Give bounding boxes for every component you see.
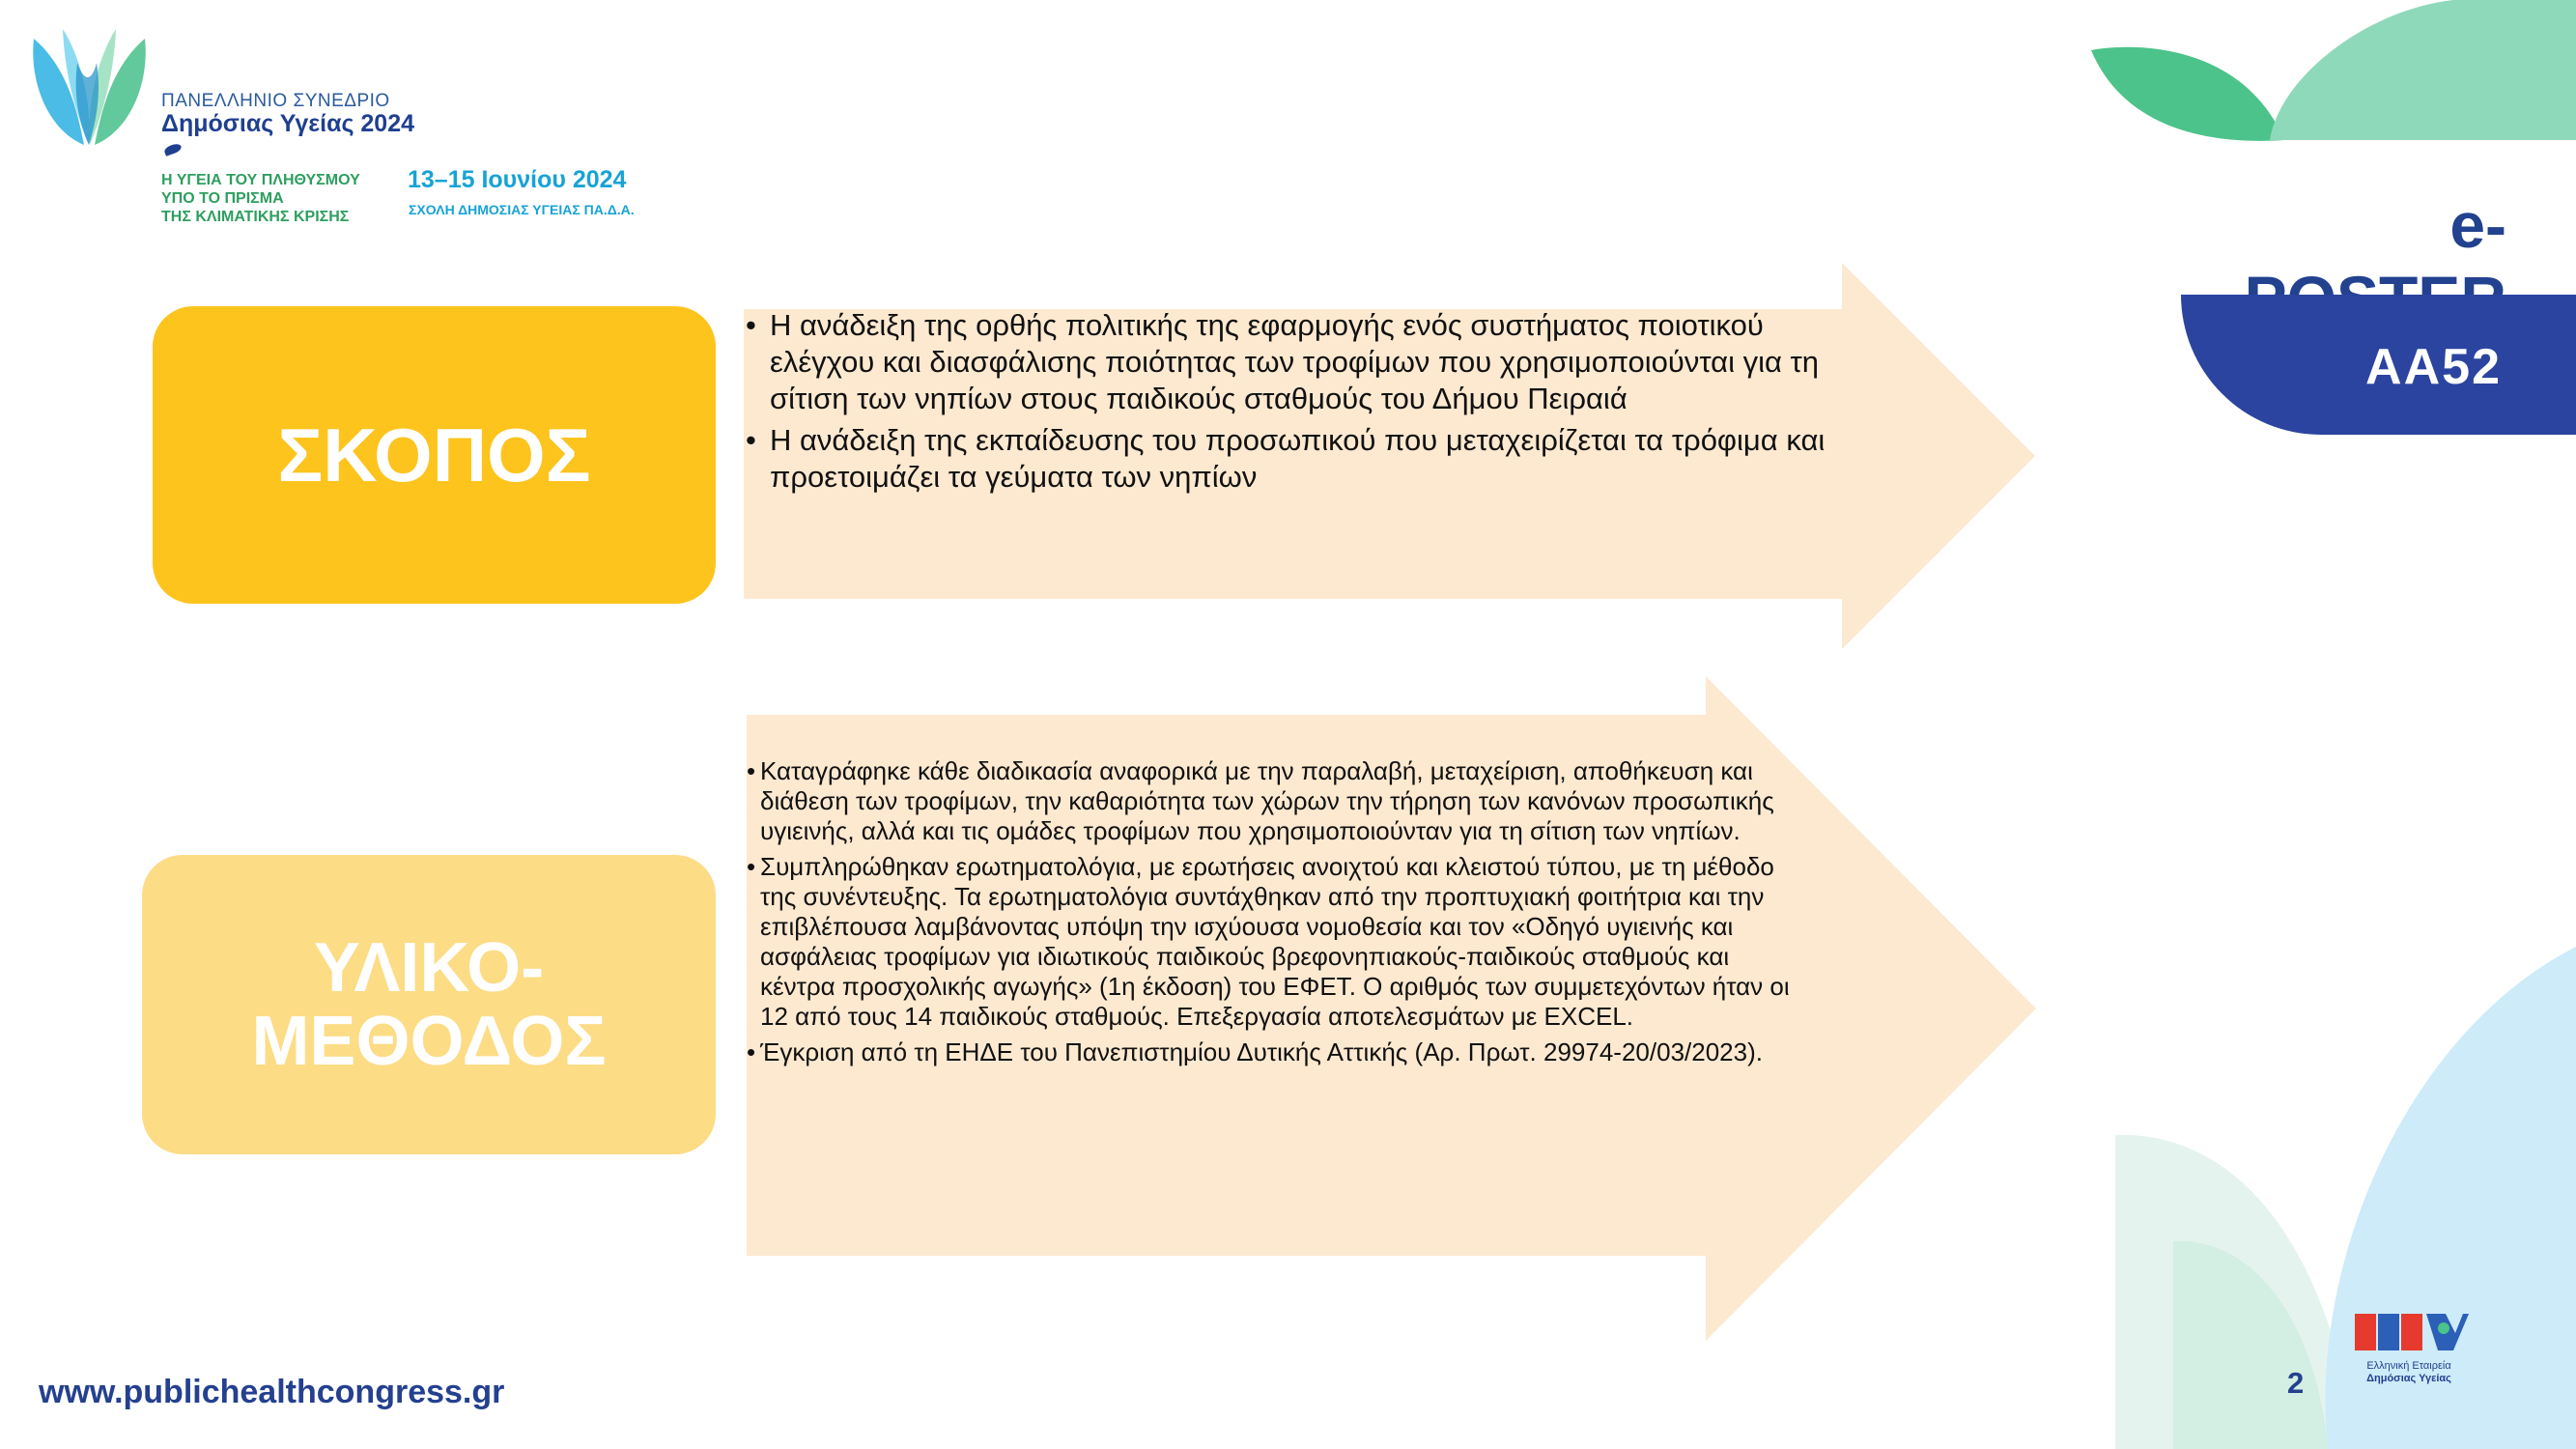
method-title: ΥΛΙΚΟ-ΜΕΘΟΔΟΣ <box>251 929 607 1080</box>
top-right-leaf-decoration <box>2086 0 2576 145</box>
eposter-label: e- <box>2449 189 2506 261</box>
page-number: 2 <box>2287 1366 2305 1400</box>
congress-dates: 13–15 Ιουνίου 2024 <box>408 166 627 193</box>
list-item: • Έγκριση από τη ΕΗΔΕ του Πανεπιστημίου Δυτικής Αττικής (Αρ. Πρωτ. 29974-20/03/2023). <box>747 1037 1809 1067</box>
aim-bullet-list <box>746 307 1876 500</box>
list-item: • Καταγράφηκε κάθε διαδικασία αναφορικά με την παραλαβή, μεταχείριση, αποθήκευση και διάθεση των τροφίμων, την καθαριότητα των χώρων την τήρηση των κανόνων προσωπικής υγιεινής, αλλά και τις ομάδες τροφίμων που χρησιμοποιούνταν για τη σίτιση των νηπίων. <box>747 756 1809 846</box>
method-bullet-list <box>747 756 1809 1073</box>
congress-title-line2: Δημόσιας Υγείας 2024 <box>161 110 415 137</box>
leaf-accent-icon <box>163 142 183 156</box>
list-item: • Η ανάδειξη της ορθής πολιτικής της εφαρμογής ενός συστήματος ποιοτικού ελέγχου και διασφάλισης ποιότητας των τροφίμων που χρησιμοποιούνται για τη σίτιση των νηπίων στους παιδικούς σταθμούς του Δήμου Πειραιά <box>746 307 1876 417</box>
congress-title-line1: ΠΑΝΕΛΛΗΝΙΟ ΣΥΝΕΔΡΙΟ <box>161 91 390 111</box>
aim-title: ΣΚΟΠΟΣ <box>277 412 591 497</box>
list-item: • Η ανάδειξη της εκπαίδευσης του προσωπικού που μεταχειρίζεται τα τρόφιμα και προετοιμάζει τα γεύματα των νηπίων <box>746 422 1876 496</box>
society-name-line1: Ελληνική Εταιρεία <box>2366 1360 2451 1372</box>
aim-section-label <box>153 306 716 604</box>
method-section-label <box>142 855 716 1154</box>
congress-leaf-logo <box>24 24 155 150</box>
society-name-line2: Δημόσιας Υγείας <box>2366 1373 2451 1384</box>
congress-theme: Η ΥΓΕΙΑ ΤΟΥ ΠΛΗΘΥΣΜΟΥ ΥΠΟ ΤΟ ΠΡΙΣΜΑ ΤΗΣ ΚΛΙΜΑΤΙΚΗΣ ΚΡΙΣΗΣ <box>161 172 360 225</box>
society-name <box>2343 1360 2475 1385</box>
list-item: • Συμπληρώθηκαν ερωτηματολόγια, με ερωτήσεις ανοιχτού και κλειστού τύπου, με τη μέθοδο της συνέντευξης. Τα ερωτηματολόγια συντάχθηκαν από την προπτυχιακή φοιτήτρια και την επιβλέπουσα λαμβάνοντας υπόψη την ισχύουσα νομοθεσία και τον «Οδηγό υγιεινής και ασφάλειας τροφίμων για ιδιωτικούς παιδικούς βρεφονηπιακούς-παιδικούς σταθμούς και κέντρα προσχολικής αγωγής» (1η έκδοση) του ΕΦΕΤ. Ο αριθμός των συμμετεχόντων ήταν οι 12 από τους 14 παιδικούς σταθμούς. Επεξεργασία αποτελεσμάτων με EXCEL. <box>747 852 1809 1032</box>
congress-venue: ΣΧΟΛΗ ΔΗΜΟΣΙΑΣ ΥΓΕΙΑΣ ΠΑ.Δ.Α. <box>409 202 635 217</box>
poster-code: ΑΑ52 <box>2365 339 2502 395</box>
website-link[interactable]: www.publichealthcongress.gr <box>39 1374 505 1410</box>
